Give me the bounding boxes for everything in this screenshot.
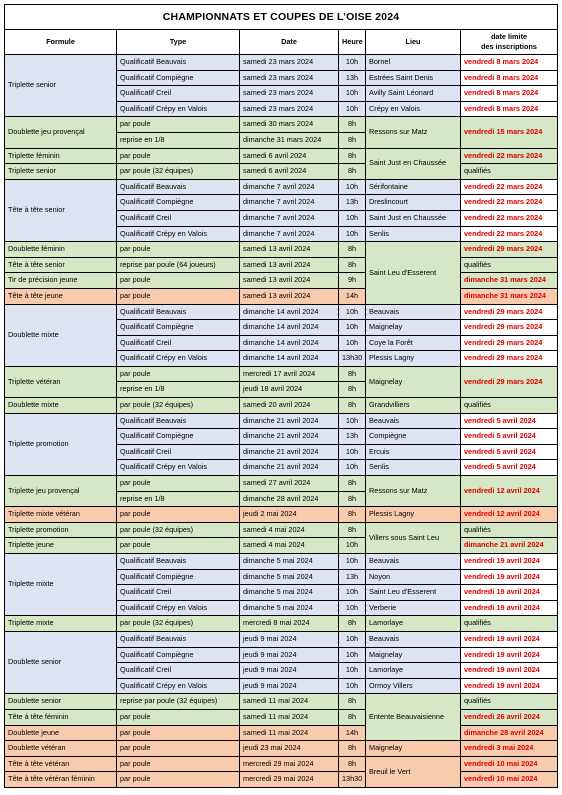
date-cell: samedi 23 mars 2024 (240, 70, 339, 86)
lieu-cell: Dreslincourt (366, 195, 461, 211)
date-cell: samedi 6 avril 2024 (240, 148, 339, 164)
deadline-cell: vendredi 8 mars 2024 (461, 86, 558, 102)
date-cell: samedi 13 avril 2024 (240, 257, 339, 273)
type-cell: reprise en 1/8 (117, 132, 240, 148)
formule-cell: Tête à tête féminin (5, 709, 117, 725)
table-row (5, 273, 558, 289)
deadline-cell: vendredi 22 mars 2024 (461, 210, 558, 226)
table-row (5, 741, 558, 757)
deadline-cell: vendredi 15 mars 2024 (461, 117, 558, 148)
header-date-limite-line2: des inscriptions (481, 42, 537, 51)
date-cell: dimanche 21 avril 2024 (240, 429, 339, 445)
lieu-cell: Crépy en Valois (366, 101, 461, 117)
formule-cell: Doublette mixte (5, 398, 117, 414)
type-cell: Qualificatif Crépy en Valois (117, 460, 240, 476)
deadline-cell: vendredi 8 mars 2024 (461, 101, 558, 117)
lieu-cell: Ressons sur Matz (366, 476, 461, 507)
type-cell: par poule (32 équipes) (117, 522, 240, 538)
heure-cell: 10h (339, 413, 366, 429)
date-cell: dimanche 31 mars 2024 (240, 132, 339, 148)
date-cell: jeudi 9 mai 2024 (240, 647, 339, 663)
deadline-cell: vendredi 19 avril 2024 (461, 569, 558, 585)
date-cell: dimanche 7 avril 2024 (240, 195, 339, 211)
header-type: Type (117, 30, 240, 55)
table-row (5, 366, 558, 382)
type-cell: par poule (117, 476, 240, 492)
type-cell: par poule (32 équipes) (117, 164, 240, 180)
heure-cell: 10h (339, 444, 366, 460)
heure-cell: 8h (339, 132, 366, 148)
type-cell: Qualificatif Beauvais (117, 55, 240, 71)
deadline-cell: vendredi 29 mars 2024 (461, 335, 558, 351)
type-cell: par poule (117, 117, 240, 133)
deadline-cell: qualifiés (461, 522, 558, 538)
heure-cell: 10h (339, 647, 366, 663)
heure-cell: 8h (339, 164, 366, 180)
heure-cell: 8h (339, 694, 366, 710)
heure-cell: 10h (339, 320, 366, 336)
header-lieu: Lieu (366, 30, 461, 55)
date-cell: dimanche 7 avril 2024 (240, 210, 339, 226)
formule-cell: Tête à tête senior (5, 257, 117, 273)
lieu-cell: Beauvais (366, 413, 461, 429)
formule-cell: Triplette promotion (5, 522, 117, 538)
date-cell: jeudi 18 avril 2024 (240, 382, 339, 398)
date-cell: jeudi 9 mai 2024 (240, 663, 339, 679)
formule-cell: Triplette mixte (5, 616, 117, 632)
formule-cell: Triplette mixte vétéran (5, 507, 117, 523)
table-row (5, 164, 558, 180)
type-cell: reprise par poule (32 équipes) (117, 694, 240, 710)
lieu-cell: Ercuis (366, 444, 461, 460)
type-cell: Qualificatif Beauvais (117, 413, 240, 429)
heure-cell: 8h (339, 616, 366, 632)
heure-cell: 13h (339, 70, 366, 86)
table-row (5, 709, 558, 725)
date-cell: dimanche 28 avril 2024 (240, 491, 339, 507)
header-formule: Formule (5, 30, 117, 55)
deadline-cell: vendredi 3 mai 2024 (461, 741, 558, 757)
formule-cell: Doublette senior (5, 694, 117, 710)
lieu-cell: Lamorlaye (366, 663, 461, 679)
formule-cell: Triplette jeu provençal (5, 476, 117, 507)
lieu-cell: Entente Beauvaisienne (366, 694, 461, 741)
type-cell: Qualificatif Crépy en Valois (117, 101, 240, 117)
formule-cell: Doublette féminin (5, 242, 117, 258)
deadline-cell: vendredi 12 avril 2024 (461, 476, 558, 507)
date-cell: samedi 11 mai 2024 (240, 725, 339, 741)
deadline-cell: vendredi 22 mars 2024 (461, 195, 558, 211)
formule-cell: Triplette féminin (5, 148, 117, 164)
table-row (5, 55, 558, 71)
date-cell: mercredi 17 avril 2024 (240, 366, 339, 382)
type-cell: Qualificatif Compiègne (117, 647, 240, 663)
lieu-cell: Bornel (366, 55, 461, 71)
heure-cell: 8h (339, 522, 366, 538)
table-row (5, 554, 558, 570)
table-row (5, 179, 558, 195)
date-cell: dimanche 5 mai 2024 (240, 600, 339, 616)
type-cell: Qualificatif Creil (117, 210, 240, 226)
heure-cell: 13h (339, 195, 366, 211)
formule-cell: Doublette vétéran (5, 741, 117, 757)
type-cell: Qualificatif Compiègne (117, 569, 240, 585)
table-row (5, 304, 558, 320)
table-row (5, 117, 558, 133)
date-cell: samedi 4 mai 2024 (240, 522, 339, 538)
type-cell: Qualificatif Crépy en Valois (117, 600, 240, 616)
type-cell: Qualificatif Compiègne (117, 70, 240, 86)
lieu-cell: Saint Just en Chaussée (366, 148, 461, 179)
type-cell: Qualificatif Crépy en Valois (117, 226, 240, 242)
table-row (5, 476, 558, 492)
schedule-table (4, 4, 558, 788)
deadline-cell: vendredi 29 mars 2024 (461, 242, 558, 258)
table-header-row (5, 30, 558, 55)
deadline-cell: vendredi 19 avril 2024 (461, 663, 558, 679)
table-row (5, 616, 558, 632)
table-row (5, 772, 558, 788)
type-cell: par poule (117, 507, 240, 523)
deadline-cell: vendredi 26 avril 2024 (461, 709, 558, 725)
formule-cell: Triplette vétéran (5, 366, 117, 397)
lieu-cell: Villers sous Saint Leu (366, 522, 461, 553)
deadline-cell: vendredi 8 mars 2024 (461, 55, 558, 71)
formule-cell: Doublette jeu provençal (5, 117, 117, 148)
date-cell: samedi 13 avril 2024 (240, 242, 339, 258)
type-cell: Qualificatif Creil (117, 444, 240, 460)
table-row (5, 398, 558, 414)
header-date: Date (240, 30, 339, 55)
heure-cell: 10h (339, 55, 366, 71)
type-cell: par poule (117, 709, 240, 725)
type-cell: Qualificatif Beauvais (117, 179, 240, 195)
deadline-cell: dimanche 31 mars 2024 (461, 273, 558, 289)
date-cell: samedi 27 avril 2024 (240, 476, 339, 492)
heure-cell: 8h (339, 709, 366, 725)
date-cell: samedi 30 mars 2024 (240, 117, 339, 133)
lieu-cell: Sérifontaine (366, 179, 461, 195)
date-cell: samedi 6 avril 2024 (240, 164, 339, 180)
heure-cell: 10h (339, 226, 366, 242)
type-cell: par poule (117, 288, 240, 304)
heure-cell: 8h (339, 382, 366, 398)
type-cell: Qualificatif Compiègne (117, 195, 240, 211)
table-row (5, 413, 558, 429)
deadline-cell: dimanche 31 mars 2024 (461, 288, 558, 304)
heure-cell: 14h (339, 725, 366, 741)
heure-cell: 8h (339, 398, 366, 414)
heure-cell: 10h (339, 585, 366, 601)
deadline-cell: vendredi 5 avril 2024 (461, 413, 558, 429)
type-cell: par poule (117, 273, 240, 289)
lieu-cell: Saint Just en Chaussée (366, 210, 461, 226)
type-cell: Qualificatif Crépy en Valois (117, 351, 240, 367)
heure-cell: 10h (339, 86, 366, 102)
heure-cell: 8h (339, 476, 366, 492)
date-cell: jeudi 23 mai 2024 (240, 741, 339, 757)
deadline-cell: vendredi 5 avril 2024 (461, 429, 558, 445)
lieu-cell: Breuil le Vert (366, 756, 461, 787)
table-row (5, 725, 558, 741)
heure-cell: 10h (339, 538, 366, 554)
heure-cell: 13h30 (339, 772, 366, 788)
date-cell: samedi 13 avril 2024 (240, 288, 339, 304)
heure-cell: 13h30 (339, 351, 366, 367)
type-cell: par poule (117, 148, 240, 164)
lieu-cell: Plessis Lagny (366, 351, 461, 367)
date-cell: dimanche 21 avril 2024 (240, 460, 339, 476)
heure-cell: 13h (339, 569, 366, 585)
lieu-cell: Maignelay (366, 366, 461, 397)
lieu-cell: Avilly Saint Léonard (366, 86, 461, 102)
heure-cell: 8h (339, 507, 366, 523)
formule-cell: Triplette promotion (5, 413, 117, 475)
lieu-cell: Maignelay (366, 320, 461, 336)
lieu-cell: Plessis Lagny (366, 507, 461, 523)
header-date-limite-line1: date limite (490, 32, 528, 41)
formule-cell: Tête à tête vétéran (5, 756, 117, 772)
lieu-cell: Beauvais (366, 631, 461, 647)
lieu-cell: Compiègne (366, 429, 461, 445)
lieu-cell: Maignelay (366, 647, 461, 663)
type-cell: par poule (32 équipes) (117, 616, 240, 632)
date-cell: samedi 23 mars 2024 (240, 86, 339, 102)
formule-cell: Doublette senior (5, 631, 117, 693)
heure-cell: 10h (339, 663, 366, 679)
formule-cell: Tête à tête senior (5, 179, 117, 241)
deadline-cell: vendredi 29 mars 2024 (461, 320, 558, 336)
date-cell: samedi 13 avril 2024 (240, 273, 339, 289)
heure-cell: 8h (339, 491, 366, 507)
deadline-cell: qualifiés (461, 257, 558, 273)
deadline-cell: vendredi 5 avril 2024 (461, 460, 558, 476)
page-title: CHAMPIONNATS ET COUPES DE L’OISE 2024 (5, 5, 558, 30)
formule-cell: Tir de précision jeune (5, 273, 117, 289)
type-cell: reprise en 1/8 (117, 491, 240, 507)
lieu-cell: Saint Leu d'Esserent (366, 242, 461, 304)
deadline-cell: dimanche 28 avril 2024 (461, 725, 558, 741)
date-cell: jeudi 2 mai 2024 (240, 507, 339, 523)
date-cell: dimanche 7 avril 2024 (240, 179, 339, 195)
lieu-cell: Senlis (366, 226, 461, 242)
heure-cell: 8h (339, 242, 366, 258)
date-cell: dimanche 14 avril 2024 (240, 335, 339, 351)
table-row (5, 538, 558, 554)
header-heure: Heure (339, 30, 366, 55)
type-cell: par poule (32 équipes) (117, 398, 240, 414)
lieu-cell: Estrées Saint Denis (366, 70, 461, 86)
deadline-cell: vendredi 8 mars 2024 (461, 70, 558, 86)
heure-cell: 10h (339, 304, 366, 320)
lieu-cell: Verberie (366, 600, 461, 616)
deadline-cell: vendredi 10 mai 2024 (461, 756, 558, 772)
date-cell: samedi 11 mai 2024 (240, 709, 339, 725)
header-date-limite (461, 30, 558, 55)
table-row (5, 522, 558, 538)
date-cell: mercredi 29 mai 2024 (240, 772, 339, 788)
heure-cell: 8h (339, 257, 366, 273)
type-cell: Qualificatif Creil (117, 585, 240, 601)
date-cell: dimanche 5 mai 2024 (240, 569, 339, 585)
deadline-cell: vendredi 19 avril 2024 (461, 600, 558, 616)
heure-cell: 8h (339, 366, 366, 382)
lieu-cell: Beauvais (366, 304, 461, 320)
deadline-cell: vendredi 29 mars 2024 (461, 351, 558, 367)
date-cell: dimanche 5 mai 2024 (240, 585, 339, 601)
date-cell: samedi 23 mars 2024 (240, 101, 339, 117)
deadline-cell: vendredi 19 avril 2024 (461, 647, 558, 663)
heure-cell: 10h (339, 554, 366, 570)
type-cell: Qualificatif Beauvais (117, 631, 240, 647)
date-cell: dimanche 21 avril 2024 (240, 444, 339, 460)
type-cell: Qualificatif Creil (117, 86, 240, 102)
heure-cell: 10h (339, 335, 366, 351)
lieu-cell: Grandvilliers (366, 398, 461, 414)
date-cell: jeudi 9 mai 2024 (240, 678, 339, 694)
date-cell: samedi 23 mars 2024 (240, 55, 339, 71)
date-cell: dimanche 21 avril 2024 (240, 413, 339, 429)
formule-cell: Triplette jeune (5, 538, 117, 554)
deadline-cell: qualifiés (461, 398, 558, 414)
type-cell: par poule (117, 242, 240, 258)
formule-cell: Tête à tête jeune (5, 288, 117, 304)
date-cell: samedi 4 mai 2024 (240, 538, 339, 554)
deadline-cell: vendredi 22 mars 2024 (461, 179, 558, 195)
type-cell: Qualificatif Creil (117, 335, 240, 351)
type-cell: Qualificatif Creil (117, 663, 240, 679)
type-cell: Qualificatif Crépy en Valois (117, 678, 240, 694)
lieu-cell: Coye la Forêt (366, 335, 461, 351)
type-cell: par poule (117, 538, 240, 554)
date-cell: dimanche 5 mai 2024 (240, 554, 339, 570)
heure-cell: 8h (339, 741, 366, 757)
schedule-sheet (4, 4, 557, 788)
formule-cell: Tête à tête vétéran féminin (5, 772, 117, 788)
date-cell: dimanche 7 avril 2024 (240, 226, 339, 242)
deadline-cell: vendredi 22 mars 2024 (461, 148, 558, 164)
table-row (5, 756, 558, 772)
heure-cell: 8h (339, 756, 366, 772)
lieu-cell: Beauvais (366, 554, 461, 570)
type-cell: Qualificatif Compiègne (117, 320, 240, 336)
date-cell: samedi 11 mai 2024 (240, 694, 339, 710)
type-cell: Qualificatif Beauvais (117, 554, 240, 570)
table-row (5, 242, 558, 258)
lieu-cell: Senlis (366, 460, 461, 476)
deadline-cell: vendredi 12 avril 2024 (461, 507, 558, 523)
table-row (5, 631, 558, 647)
deadline-cell: vendredi 29 mars 2024 (461, 304, 558, 320)
deadline-cell: vendredi 19 avril 2024 (461, 678, 558, 694)
lieu-cell: Saint Leu d'Esserent (366, 585, 461, 601)
date-cell: jeudi 9 mai 2024 (240, 631, 339, 647)
formule-cell: Doublette mixte (5, 304, 117, 366)
table-row (5, 507, 558, 523)
deadline-cell: dimanche 21 avril 2024 (461, 538, 558, 554)
type-cell: par poule (117, 366, 240, 382)
type-cell: reprise en 1/8 (117, 382, 240, 398)
lieu-cell: Noyon (366, 569, 461, 585)
lieu-cell: Ressons sur Matz (366, 117, 461, 148)
formule-cell: Triplette mixte (5, 554, 117, 616)
type-cell: par poule (117, 756, 240, 772)
type-cell: par poule (117, 741, 240, 757)
type-cell: par poule (117, 725, 240, 741)
date-cell: dimanche 14 avril 2024 (240, 304, 339, 320)
deadline-cell: qualifiés (461, 164, 558, 180)
heure-cell: 10h (339, 631, 366, 647)
heure-cell: 10h (339, 210, 366, 226)
deadline-cell: qualifiés (461, 616, 558, 632)
deadline-cell: vendredi 22 mars 2024 (461, 226, 558, 242)
heure-cell: 10h (339, 179, 366, 195)
formule-cell: Triplette senior (5, 164, 117, 180)
deadline-cell: vendredi 5 avril 2024 (461, 444, 558, 460)
lieu-cell: Maignelay (366, 741, 461, 757)
table-row (5, 257, 558, 273)
deadline-cell: vendredi 10 mai 2024 (461, 772, 558, 788)
date-cell: dimanche 14 avril 2024 (240, 351, 339, 367)
heure-cell: 10h (339, 101, 366, 117)
type-cell: Qualificatif Beauvais (117, 304, 240, 320)
heure-cell: 10h (339, 678, 366, 694)
table-row (5, 694, 558, 710)
date-cell: mercredi 8 mai 2024 (240, 616, 339, 632)
table-row (5, 288, 558, 304)
heure-cell: 13h (339, 429, 366, 445)
type-cell: Qualificatif Compiègne (117, 429, 240, 445)
deadline-cell: vendredi 19 avril 2024 (461, 585, 558, 601)
deadline-cell: vendredi 19 avril 2024 (461, 554, 558, 570)
deadline-cell: qualifiés (461, 694, 558, 710)
lieu-cell: Ormoy Villers (366, 678, 461, 694)
deadline-cell: vendredi 19 avril 2024 (461, 631, 558, 647)
date-cell: mercredi 29 mai 2024 (240, 756, 339, 772)
lieu-cell: Lamorlaye (366, 616, 461, 632)
heure-cell: 8h (339, 148, 366, 164)
formule-cell: Doublette jeune (5, 725, 117, 741)
heure-cell: 8h (339, 117, 366, 133)
type-cell: par poule (117, 772, 240, 788)
heure-cell: 9h (339, 273, 366, 289)
deadline-cell: vendredi 29 mars 2024 (461, 366, 558, 397)
date-cell: dimanche 14 avril 2024 (240, 320, 339, 336)
heure-cell: 14h (339, 288, 366, 304)
heure-cell: 10h (339, 460, 366, 476)
type-cell: reprise par poule (64 joueurs) (117, 257, 240, 273)
date-cell: samedi 20 avril 2024 (240, 398, 339, 414)
formule-cell: Triplette senior (5, 55, 117, 117)
table-row (5, 148, 558, 164)
heure-cell: 10h (339, 600, 366, 616)
